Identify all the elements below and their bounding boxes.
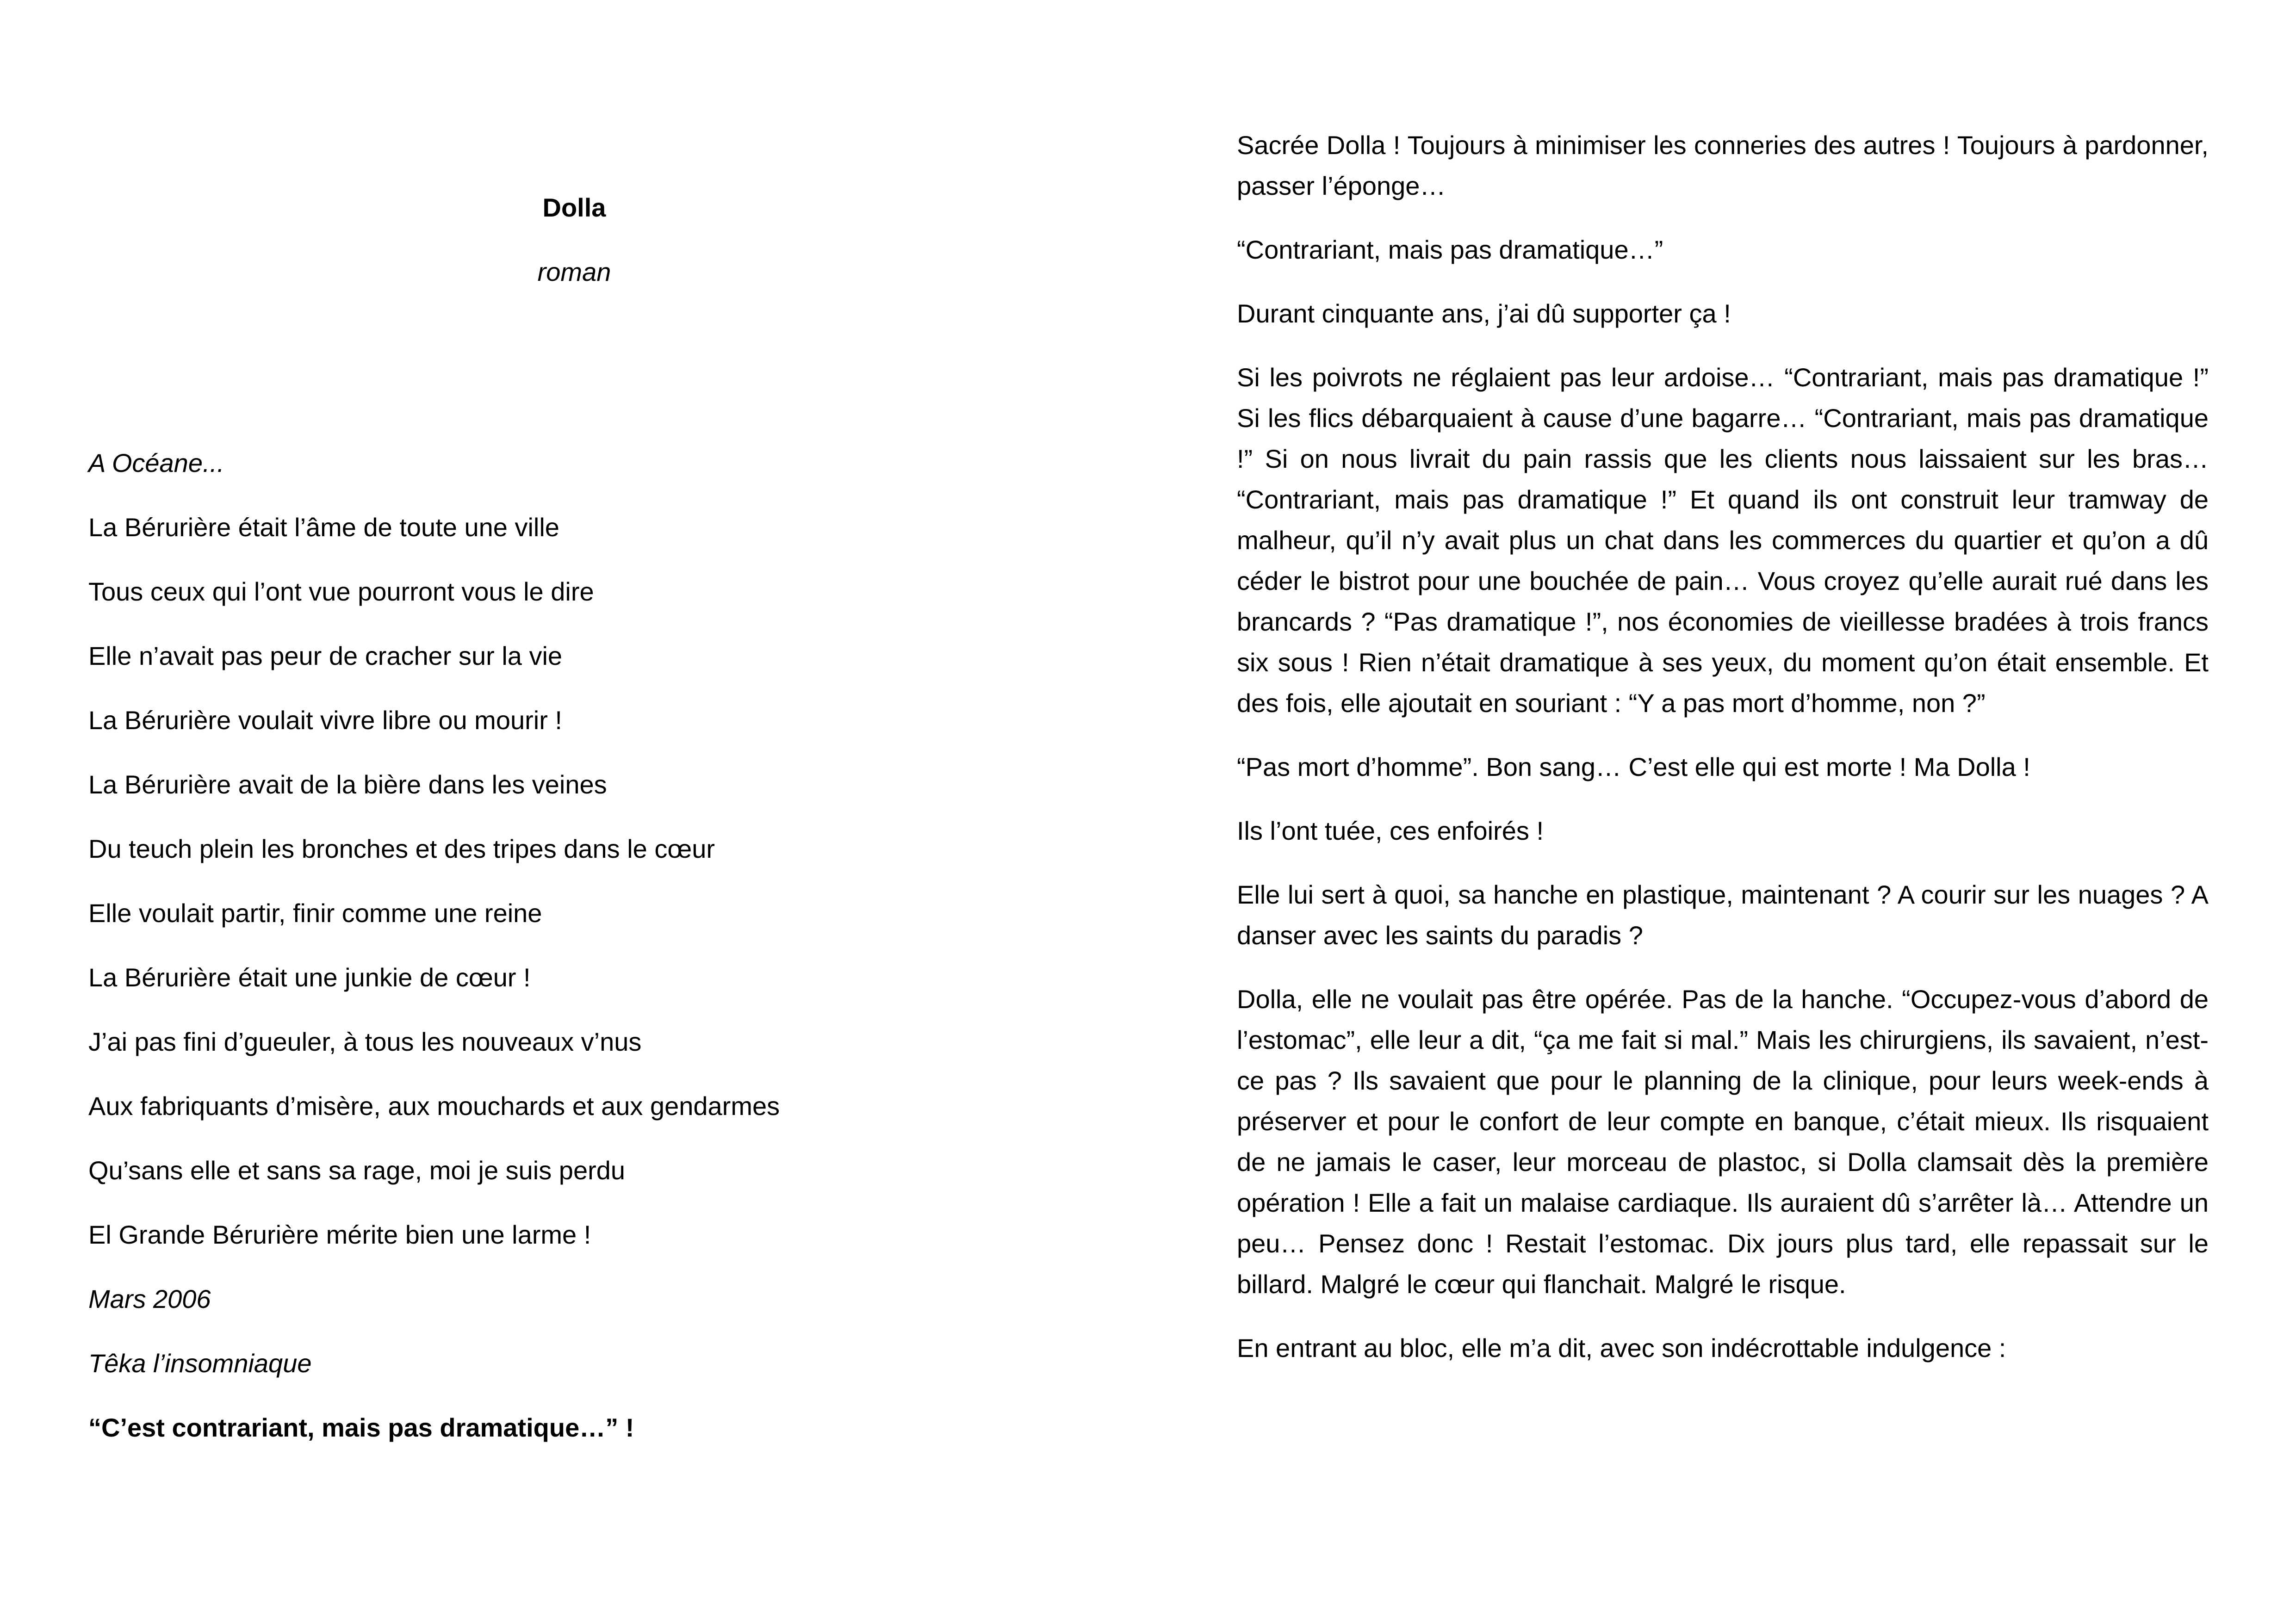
poem-section (88, 445, 1060, 1474)
poem-line: Elle voulait partir, finir comme une reine (88, 898, 542, 928)
poem-line: La Bérurière avait de la bière dans les veines (88, 770, 607, 799)
poem-line: J’ai pas fini d’gueuler, à tous les nouveaux v’nus (88, 1027, 642, 1056)
poem-date: Mars 2006 (88, 1284, 211, 1313)
poem-line: Elle n’avait pas peur de cracher sur la vie (88, 641, 563, 670)
poem-line: La Bérurière voulait vivre libre ou mourir ! (88, 706, 562, 735)
paragraph: “Pas mort d’homme”. Bon sang… C’est elle qui est morte ! Ma Dolla ! (1237, 752, 2030, 781)
book-title: Dolla (542, 193, 606, 222)
poem-author: Têka l’insomniaque (88, 1349, 312, 1378)
dedication: A Océane... (88, 448, 224, 477)
poem-line: Tous ceux qui l’ont vue pourront vous le dire (88, 577, 594, 606)
chapter-heading: “C’est contrariant, mais pas dramatique…” ! (88, 1413, 634, 1442)
poem-line: Du teuch plein les bronches et des tripes dans le cœur (88, 834, 715, 863)
book-subtitle: roman (537, 257, 611, 286)
poem-line: La Bérurière était une junkie de cœur ! (88, 963, 531, 992)
paragraph: Durant cinquante ans, j’ai dû supporter ça ! (1237, 299, 1731, 328)
paragraph: Sacrée Dolla ! Toujours à minimiser les conneries des autres ! Toujours à pardonner, passer l’éponge… (1237, 130, 2209, 200)
right-page (1148, 0, 2296, 1623)
paragraph: Elle lui sert à quoi, sa hanche en plastique, maintenant ? A courir sur les nuages ? A danser avec les saints du paradis ? (1237, 880, 2209, 950)
poem-line: Qu’sans elle et sans sa rage, moi je suis perdu (88, 1156, 626, 1185)
poem-line: El Grande Bérurière mérite bien une larme ! (88, 1220, 591, 1249)
paragraph: En entrant au bloc, elle m’a dit, avec son indécrottable indulgence : (1237, 1333, 2006, 1363)
poem-line: La Bérurière était l’âme de toute une ville (88, 513, 559, 542)
paragraph: Ils l’ont tuée, ces enfoirés ! (1237, 816, 1544, 845)
paragraph: Dolla, elle ne voulait pas être opérée. Pas de la hanche. “Occupez-vous d’abord de l’estomac”, elle leur a dit, “ça me fait si mal.” Mais les chirurgiens, ils savaient, n’est-ce pas ? Ils savaient que pour le planning de la clinique, pour leurs week-ends à préserver et pour le confort de leur compte en banque, c’était mieux. Ils risquaient de ne jamais le caser, leur morceau de plastoc, si Dolla clamsait dès la première opération ! Elle a fait un malaise cardiaque. Ils auraient dû s’arrêter là… Attendre un peu… Pensez donc ! Restait l’estomac. Dix jours plus tard, elle repassait sur le billard. Malgré le cœur qui flanchait. Malgré le risque. (1237, 985, 2209, 1299)
poem-line: Aux fabriquants d’misère, aux mouchards et aux gendarmes (88, 1091, 780, 1121)
paragraph: Si les poivrots ne réglaient pas leur ardoise… “Contrariant, mais pas dramatique !” Si les flics débarquaient à cause d’une bagarre… “Contrariant, mais pas dramatique !” Si on nous livrait du pain rassis que les clients nous laissaient sur les bras… “Contrariant, mais pas dramatique !” Et quand ils ont construit leur tramway de malheur, qu’il n’y avait plus un chat dans les commerces du quartier et qu’on a dû céder le bistrot pour une bouchée de pain… Vous croyez qu’elle aurait rué dans les brancards ? “Pas dramatique !”, nos économies de vieillesse bradées à trois francs six sous ! Rien n’était dramatique à ses yeux, du moment qu’on était ensemble. Et des fois, elle ajoutait en souriant : “Y a pas mort d’homme, non ?” (1237, 363, 2209, 718)
prose-section (1237, 125, 2209, 1392)
paragraph: “Contrariant, mais pas dramatique…” (1237, 235, 1663, 264)
